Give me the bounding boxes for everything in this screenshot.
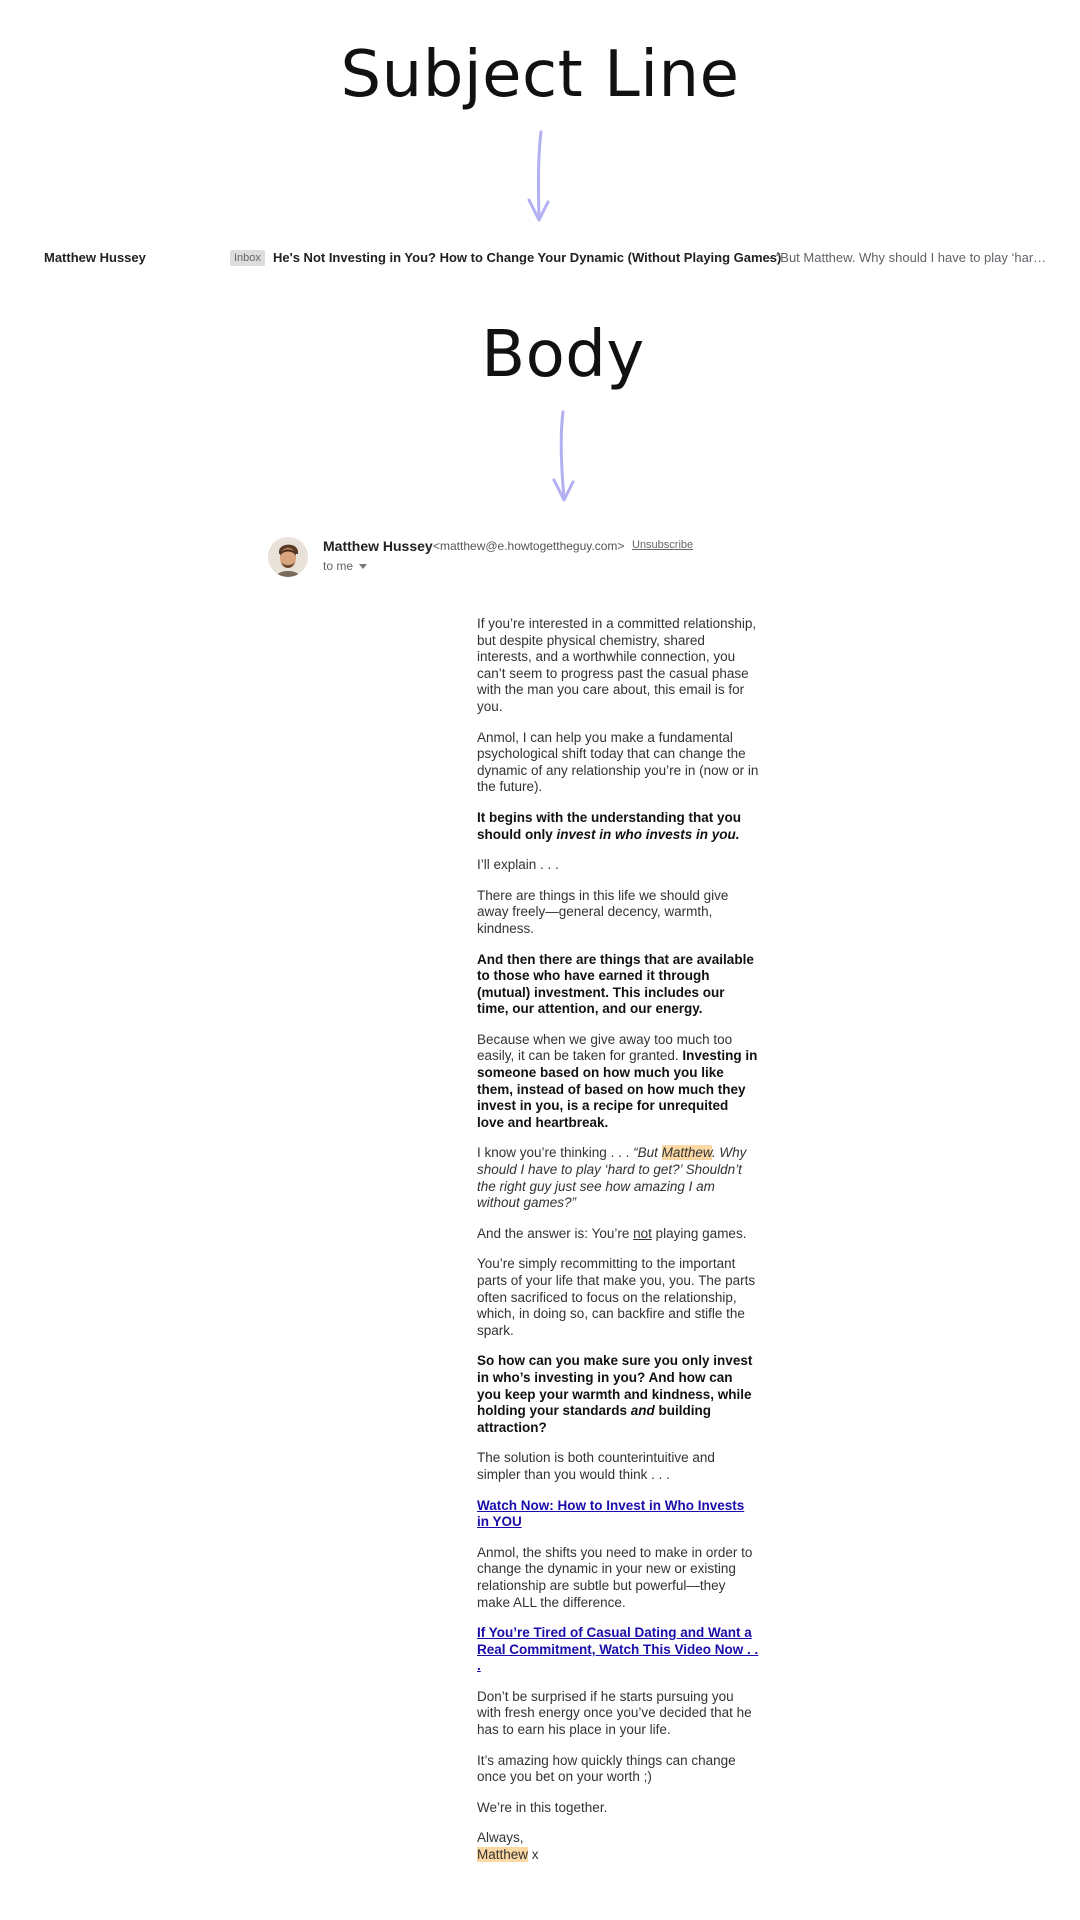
recipient-dropdown[interactable] (323, 559, 367, 573)
paragraph: The solution is both counterintuitive and simpler than you would think . . . (477, 1450, 715, 1482)
text-span: It begins with the understanding that you should only (477, 809, 741, 842)
paragraph: If you’re interested in a committed relationship, but despite physical chemistry, shared interests, and a worthwhile connection, you can’t seem to progress past the casual phase with the man you care about, this email is for you. (477, 616, 757, 714)
sender-email: <matthew@e.howtogettheguy.com> (433, 539, 625, 553)
watch-video-link[interactable]: If You’re Tired of Casual Dating and Want a Real Commitment, Watch This Video Now . . . (477, 1625, 759, 1674)
paragraph: We’re in this together. (477, 1799, 608, 1815)
paragraph: Anmol, I can help you make a fundamental psychological shift today that can change the dynamic of any relationship you’re in (now or in the future). (477, 729, 759, 795)
paragraph (477, 1498, 759, 1531)
recipient-label: to me (323, 559, 354, 573)
paragraph (477, 1032, 759, 1132)
inbox-row[interactable] (0, 246, 1080, 270)
paragraph: There are things in this life we should give away freely—general decency, warmth, kindness. (477, 887, 729, 936)
text-span: and (630, 1403, 655, 1419)
text-span: “But (633, 1145, 662, 1161)
body-heading: Body (481, 318, 645, 392)
text-span: Investing in someone based on how much you like them, instead of based on how much they invest in you, is a recipe for unrequited love and heartbreak. (477, 1048, 758, 1130)
paragraph: It’s amazing how quickly things can change once you bet on your worth ;) (477, 1752, 736, 1785)
email-body (477, 616, 759, 1878)
email-header (268, 533, 768, 581)
text-span: . Why should I have to play ‘hard to get?’ Shouldn’t the right guy just see how amazing I am without games?” (477, 1145, 747, 1211)
signature-x: x (528, 1847, 539, 1863)
watch-now-link[interactable]: Watch Now: How to Invest in Who Invests in YOU (477, 1497, 745, 1530)
paragraph (477, 1353, 759, 1436)
text-span: playing games. (651, 1225, 747, 1241)
paragraph (477, 1226, 759, 1243)
unsubscribe-link[interactable]: Unsubscribe (632, 539, 694, 551)
text-span: building attraction? (477, 1403, 712, 1435)
avatar[interactable] (268, 537, 308, 577)
sender-name: Matthew Hussey (323, 538, 433, 554)
subject-line-heading: Subject Line (340, 38, 740, 112)
paragraph: I’ll explain . . . (477, 857, 559, 873)
paragraph (477, 1625, 759, 1675)
text-span: Because when we give away too much too easily, it can be taken for granted. (477, 1031, 733, 1064)
inbox-snippet: - “But Matthew. Why should I have to play ‘har… (768, 250, 1047, 265)
signoff: Always, (477, 1830, 524, 1846)
paragraph: You’re simply recommitting to the important parts of your life that make you, you. The parts often sacrificed to focus on the relationship, which, in doing so, can backfire and stifle the spark. (477, 1256, 756, 1338)
down-arrow-icon (548, 410, 578, 505)
inbox-sender: Matthew Hussey (44, 250, 146, 265)
text-span: I know you’re thinking . . . (477, 1145, 634, 1161)
inbox-label-badge: Inbox (230, 250, 265, 266)
person-avatar-icon (268, 537, 308, 577)
paragraph: Anmol, the shifts you need to make in order to change the dynamic in your new or existing relationship are subtle but powerful—they make ALL the difference. (477, 1544, 753, 1610)
highlighted-name: Matthew (661, 1145, 712, 1161)
paragraph: Don’t be surprised if he starts pursuing you with fresh energy once you’ve decided that he has to earn his place in your life. (477, 1688, 752, 1738)
text-span: invest in who invests in you. (556, 826, 740, 842)
paragraph (477, 810, 759, 843)
inbox-subject: He's Not Investing in You? How to Change Your Dynamic (Without Playing Games) (273, 250, 782, 265)
chevron-down-icon (359, 564, 367, 569)
paragraph (477, 1145, 759, 1211)
paragraph: And then there are things that are available to those who have earned it through (mutual) investment. This includes our time, our attention, and our energy. (477, 951, 754, 1017)
signature (477, 1830, 759, 1863)
text-span: not (633, 1225, 652, 1241)
text-span: And the answer is: You’re (477, 1225, 634, 1241)
down-arrow-icon (523, 130, 553, 225)
signature-name: Matthew (477, 1847, 529, 1863)
text-span: So how can you make sure you only invest in who’s investing in you? And how can you keep your warmth and kindness, while holding your standards (477, 1353, 753, 1419)
